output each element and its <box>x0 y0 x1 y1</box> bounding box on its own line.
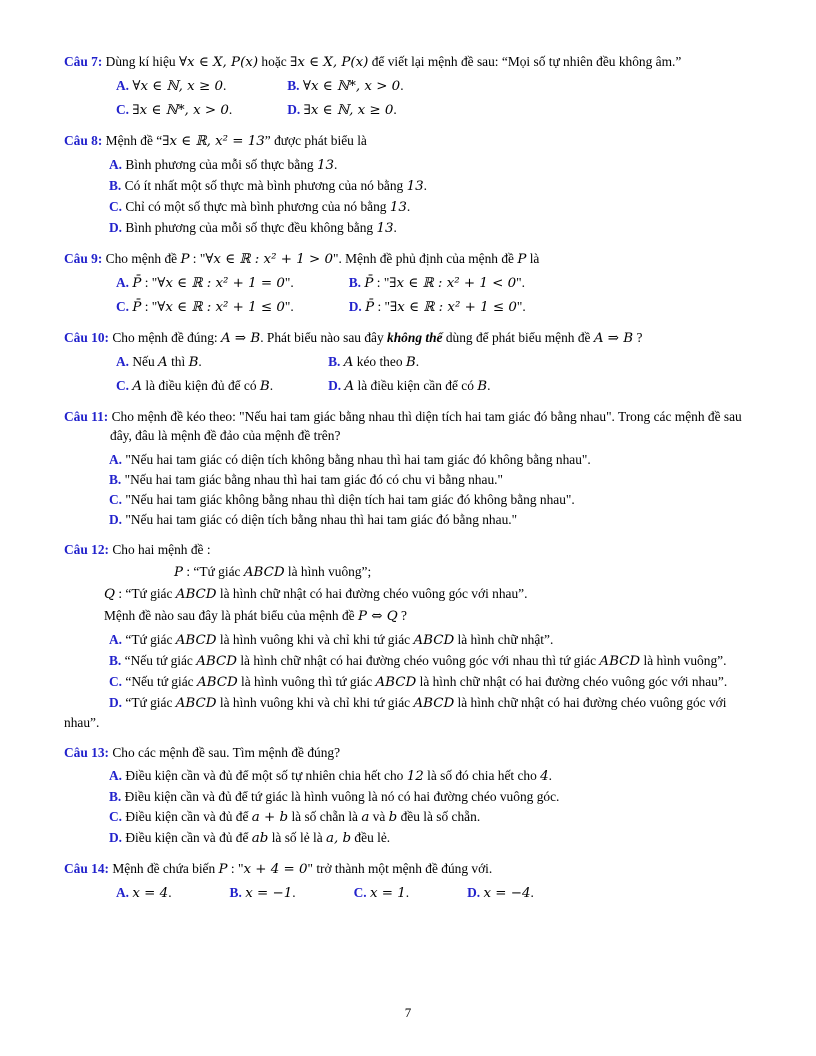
math-text: P̄ <box>132 300 142 316</box>
option-letter: B. <box>109 788 125 804</box>
option-b <box>64 787 752 806</box>
option-letter: C. <box>116 299 133 315</box>
option-a <box>116 273 294 293</box>
text-run: để viết lại mệnh đề sau: “Mọi số tự nhiên đều không âm.” <box>368 54 682 69</box>
text-run: và <box>369 809 389 824</box>
text-run: Bình phương của mỗi số thực bằng <box>125 157 317 173</box>
math-text: 4 <box>540 768 549 784</box>
option-a <box>64 630 752 650</box>
math-text: P <box>517 252 527 268</box>
text-run: . <box>168 885 172 901</box>
question-stem <box>64 540 752 559</box>
text-run: "Nếu hai tam giác không bằng nhau thì diện tích hai tam giác đó không bằng nhau". <box>125 491 575 507</box>
text-run: Cho mệnh đề đúng: <box>112 330 221 346</box>
option-d <box>328 376 490 396</box>
text-run: "Nếu hai tam giác có diện tích bằng nhau thì hai tam giác đó bằng nhau." <box>125 511 518 527</box>
text-run: . <box>393 102 397 118</box>
option-letter: B. <box>109 652 125 668</box>
math-text: A <box>344 379 355 395</box>
text-run: : " <box>141 299 158 315</box>
option-b <box>64 470 752 489</box>
math-text: ABCD <box>413 695 455 711</box>
option-letter: D. <box>287 102 304 118</box>
option-d <box>64 693 752 732</box>
question-label: Câu 10: <box>64 330 113 346</box>
options-group <box>116 352 752 396</box>
math-text: ABCD <box>196 674 238 690</box>
text-run: là hình chữ nhật”. <box>454 631 554 647</box>
option-d <box>349 297 526 317</box>
text-run: Có ít nhất một số thực mà bình phương của nó bằng <box>124 178 407 194</box>
question-label: Câu 9: <box>64 251 106 267</box>
option-d <box>287 100 403 120</box>
math-text: ABCD <box>375 674 417 690</box>
text-run: Cho các mệnh đề sau. Tìm mệnh đề đúng? <box>112 744 341 760</box>
question-subline <box>104 606 752 626</box>
option-letter: B. <box>229 885 246 901</box>
option-letter: A. <box>116 275 133 291</box>
option-letter: D. <box>109 694 126 710</box>
math-text: 13 <box>316 158 334 174</box>
math-text: A <box>343 355 354 371</box>
math-text: ∀x ∈ ℕ, x ≥ 0 <box>132 79 223 95</box>
question-stem <box>64 328 752 348</box>
text-run: " trở thành một mệnh đề đúng với. <box>307 861 493 877</box>
text-run: : " <box>189 251 206 267</box>
text-run: đều lẻ. <box>351 830 391 846</box>
question-9 <box>64 249 752 317</box>
text-run: là số chẵn là <box>288 809 362 824</box>
text-run: “Nếu tứ giác <box>125 673 197 689</box>
question-stem <box>64 859 752 879</box>
options-group <box>64 450 752 529</box>
math-text: ABCD <box>599 653 641 669</box>
text-run: : " <box>373 275 390 291</box>
math-text: P ⇔ Q <box>357 608 398 624</box>
text-run: dùng để phát biểu mệnh đề <box>442 330 594 346</box>
text-run: là hình vuông”. <box>640 652 727 668</box>
option-d <box>64 828 752 848</box>
text-run: Nếu <box>132 354 159 370</box>
text-run: là hình chữ nhật có hai đường chéo vuông góc với nhau”. <box>64 694 727 730</box>
math-text: a + b <box>251 810 289 825</box>
question-13 <box>64 743 752 848</box>
text-run: Điều kiện cần và đủ để <box>125 830 252 846</box>
math-text: ∀x ∈ ℝ : x² + 1 > 0 <box>205 252 333 268</box>
math-text: ∀x ∈ ℝ : x² + 1 = 0 <box>157 276 285 292</box>
math-text: 13 <box>376 221 394 237</box>
question-stem <box>64 131 752 151</box>
text-run: : “Tứ giác <box>114 585 176 601</box>
text-run: là hình vuông”; <box>284 563 372 579</box>
text-run: . <box>228 102 233 118</box>
math-text: x = 4 <box>132 886 169 902</box>
text-run: . <box>530 885 534 901</box>
page-number: 7 <box>404 1004 412 1020</box>
math-text: x + 4 = 0 <box>243 862 308 878</box>
option-letter: C. <box>116 102 133 118</box>
math-text: Q <box>104 586 115 602</box>
math-text: P <box>174 564 184 580</box>
text-run: Cho mệnh đề kéo theo: "Nếu hai tam giác bằng nhau thì diện tích hai tam giác đó bằng nhau". Trong các mệnh đề sau đây, đâu là mệnh đề đảo của mệnh đề trên? <box>110 409 742 444</box>
option-b <box>349 273 526 293</box>
text-run: ". Mệnh đề phủ định của mệnh đề <box>332 251 518 267</box>
question-11 <box>64 407 752 528</box>
text-run: ". <box>516 299 526 315</box>
option-a <box>64 155 752 175</box>
text-run: ? <box>397 607 407 623</box>
question-label: Câu 12: <box>64 541 113 557</box>
option-c <box>116 297 294 317</box>
text-run: : " <box>227 861 244 877</box>
text-run: . <box>423 178 427 194</box>
option-letter: A. <box>116 885 133 901</box>
text-run: . <box>269 378 274 394</box>
text-run: . <box>415 354 420 370</box>
question-10 <box>64 328 752 396</box>
math-text: 13 <box>406 179 424 195</box>
option-letter: C. <box>109 199 126 215</box>
text-run: là điều kiện đủ để có <box>142 378 260 394</box>
math-text: ab <box>251 831 269 847</box>
options-group <box>64 766 752 848</box>
math-text: ABCD <box>413 632 455 648</box>
text-run: là số lẻ là <box>268 830 326 846</box>
option-letter: C. <box>109 809 126 824</box>
math-text: A <box>132 379 143 395</box>
text-run: Bình phương của mỗi số thực đều không bằng <box>125 220 377 236</box>
text-run: . <box>406 199 411 215</box>
math-text: ABCD <box>175 695 217 711</box>
math-text: 13 <box>389 200 407 216</box>
options-group <box>116 883 752 903</box>
question-12 <box>64 540 752 732</box>
option-b <box>328 352 490 372</box>
question-8 <box>64 131 752 238</box>
option-letter: D. <box>109 830 126 846</box>
option-b <box>64 176 752 196</box>
math-text: x = 1 <box>369 886 406 902</box>
option-a <box>116 76 232 96</box>
option-letter: B. <box>287 78 303 94</box>
text-run: . <box>400 78 404 94</box>
text-run: là hình chữ nhật có hai đường chéo vuông góc với nhau thì tứ giác <box>236 652 600 668</box>
text-run: "Nếu hai tam giác bằng nhau thì hai tam giác đó có chu vi bằng nhau." <box>124 471 503 487</box>
text-run: ". <box>284 275 294 291</box>
option-b <box>64 651 752 671</box>
math-text: ∃x ∈ ℕ, x ≥ 0 <box>303 103 394 119</box>
option-c <box>354 883 410 903</box>
option-letter: A. <box>109 157 126 173</box>
math-text: x = −4 <box>483 886 531 902</box>
text-run: "Nếu hai tam giác có diện tích không bằng nhau thì hai tam giác đó không bằng nhau". <box>125 451 591 467</box>
option-c <box>64 807 752 827</box>
option-a <box>64 450 752 469</box>
option-letter: D. <box>328 378 345 394</box>
question-label: Câu 8: <box>64 133 106 149</box>
text-run: ". <box>516 275 525 291</box>
math-text: x = −1 <box>245 886 293 902</box>
option-d <box>467 883 534 903</box>
question-stem <box>64 743 752 762</box>
option-letter: A. <box>116 78 133 94</box>
math-text: ∀x ∈ X, P(x) <box>178 55 259 70</box>
question-label: Câu 7: <box>64 54 106 69</box>
question-stem <box>64 52 752 72</box>
text-run: Điều kiện cần và đủ để <box>125 809 252 824</box>
option-c <box>116 376 273 396</box>
text-run: : " <box>141 275 158 291</box>
text-run: . <box>393 220 397 236</box>
math-text: ABCD <box>196 653 237 669</box>
question-label: Câu 13: <box>64 744 113 760</box>
math-text: A ⇒ B <box>220 331 261 347</box>
text-run: là hình chữ nhật có hai đường chéo vuông góc với nhau”. <box>416 673 728 689</box>
text-run: Điều kiện cần và đủ để một số tự nhiên chia hết cho <box>125 767 407 783</box>
option-letter: A. <box>109 767 126 783</box>
text-run: là hình vuông khi và chỉ khi tứ giác <box>216 694 414 710</box>
math-text: P̄ <box>365 300 375 316</box>
text-run: . Phát biểu nào sau đây <box>260 330 388 346</box>
math-text: A <box>158 355 168 371</box>
option-c <box>64 197 752 217</box>
question-subline <box>174 562 752 582</box>
text-run: . <box>223 78 227 94</box>
math-text: ∃x ∈ ℝ, x² = 13 <box>162 134 265 150</box>
option-letter: A. <box>109 631 126 647</box>
text-run: : “Tứ giác <box>183 563 244 579</box>
text-run: Mệnh đề “ <box>105 133 163 149</box>
option-d <box>64 218 752 238</box>
options-group <box>116 273 752 317</box>
math-text: B <box>188 355 199 371</box>
option-c <box>116 100 232 120</box>
text-run: ? <box>633 330 643 346</box>
question-subline <box>104 584 752 604</box>
text-run: . <box>333 157 338 173</box>
text-run: Dùng kí hiệu <box>105 54 179 69</box>
text-run: . <box>405 885 410 901</box>
math-text: 12 <box>406 768 424 784</box>
option-b <box>287 76 403 96</box>
math-text: P <box>218 862 228 878</box>
math-text: ABCD <box>175 586 217 602</box>
question-label: Câu 11: <box>64 409 112 425</box>
math-text: ABCD <box>243 564 285 580</box>
page-footer <box>0 1004 816 1022</box>
question-stem <box>64 407 752 445</box>
option-c <box>64 490 752 509</box>
math-text: P <box>180 252 190 268</box>
option-d <box>64 510 752 529</box>
math-text: a <box>361 810 370 825</box>
text-run: hoặc <box>258 54 291 69</box>
text-run: Cho hai mệnh đề : <box>112 541 211 557</box>
math-text: ABCD <box>175 632 217 648</box>
question-stem <box>64 249 752 269</box>
text-run: đều là số chẵn. <box>397 809 481 824</box>
text-run: “Nếu tứ giác <box>124 652 197 668</box>
option-letter: B. <box>328 354 344 370</box>
text-run: thì <box>167 354 189 370</box>
text-run: . <box>548 767 553 783</box>
text-run: Chỉ có một số thực mà bình phương của nó bằng <box>125 199 390 215</box>
text-run: là số đó chia hết cho <box>423 767 541 783</box>
option-letter: B. <box>109 471 125 487</box>
text-run: là hình vuông thì tứ giác <box>237 673 376 689</box>
option-a <box>116 883 172 903</box>
text-run: là <box>526 251 540 267</box>
text-run: . <box>198 354 202 370</box>
option-letter: C. <box>353 885 370 901</box>
option-a <box>116 352 273 372</box>
option-letter: A. <box>109 451 126 467</box>
text-run: là điều kiện cần để có <box>354 378 478 394</box>
text-run: Mệnh đề nào sau đây là phát biểu của mệnh đề <box>104 607 358 623</box>
question-14 <box>64 859 752 903</box>
option-letter: B. <box>348 275 365 291</box>
text-run: Cho mệnh đề <box>105 251 181 267</box>
text-run: : " <box>374 299 391 315</box>
question-label: Câu 14: <box>64 861 113 877</box>
text-run: không thể <box>387 330 443 346</box>
option-a <box>64 766 752 786</box>
math-text: ∀x ∈ ℕ*, x > 0 <box>302 79 401 95</box>
text-run: ” được phát biểu là <box>264 133 367 149</box>
text-run: là hình chữ nhật có hai đường chéo vuông góc với nhau”. <box>216 585 528 601</box>
math-text: B <box>477 379 488 395</box>
math-text: ∀x ∈ ℝ : x² + 1 ≤ 0 <box>157 300 285 316</box>
text-run: . <box>487 378 491 394</box>
text-run: Mệnh đề chứa biến <box>112 861 219 877</box>
option-letter: D. <box>467 885 484 901</box>
options-group <box>64 630 752 732</box>
math-text: B <box>405 355 416 371</box>
math-text: a, b <box>326 831 352 847</box>
option-letter: C. <box>116 378 133 394</box>
text-run: là hình vuông khi và chỉ khi tứ giác <box>216 631 414 647</box>
math-text: ∃x ∈ ℕ*, x > 0 <box>132 103 229 119</box>
text-run: . <box>292 885 296 901</box>
math-text: ∃x ∈ ℝ : x² + 1 < 0 <box>389 276 517 292</box>
question-7 <box>64 52 752 120</box>
text-run: Điều kiện cần và đủ để tứ giác là hình vuông là nó có hai đường chéo vuông góc. <box>124 788 560 804</box>
text-run: “Tứ giác <box>125 694 176 710</box>
math-text: A ⇒ B <box>593 331 634 347</box>
math-text: ∃x ∈ ℝ : x² + 1 ≤ 0 <box>390 300 517 316</box>
option-c <box>64 672 752 692</box>
math-text: b <box>388 810 398 825</box>
options-group <box>116 76 752 120</box>
option-letter: D. <box>109 511 126 527</box>
options-group <box>64 155 752 238</box>
option-letter: B. <box>109 178 125 194</box>
option-letter: D. <box>109 220 126 236</box>
text-run: ". <box>284 299 294 315</box>
text-run: kéo theo <box>353 354 406 370</box>
text-run: “Tứ giác <box>125 631 176 647</box>
option-letter: C. <box>109 491 126 507</box>
math-text: P̄ <box>132 276 142 292</box>
math-text: P̄ <box>364 276 374 292</box>
option-letter: D. <box>348 299 366 315</box>
option-letter: C. <box>109 673 126 689</box>
option-letter: A. <box>116 354 133 370</box>
math-text: B <box>259 379 270 395</box>
option-b <box>230 883 296 903</box>
math-text: ∃x ∈ X, P(x) <box>290 55 369 70</box>
